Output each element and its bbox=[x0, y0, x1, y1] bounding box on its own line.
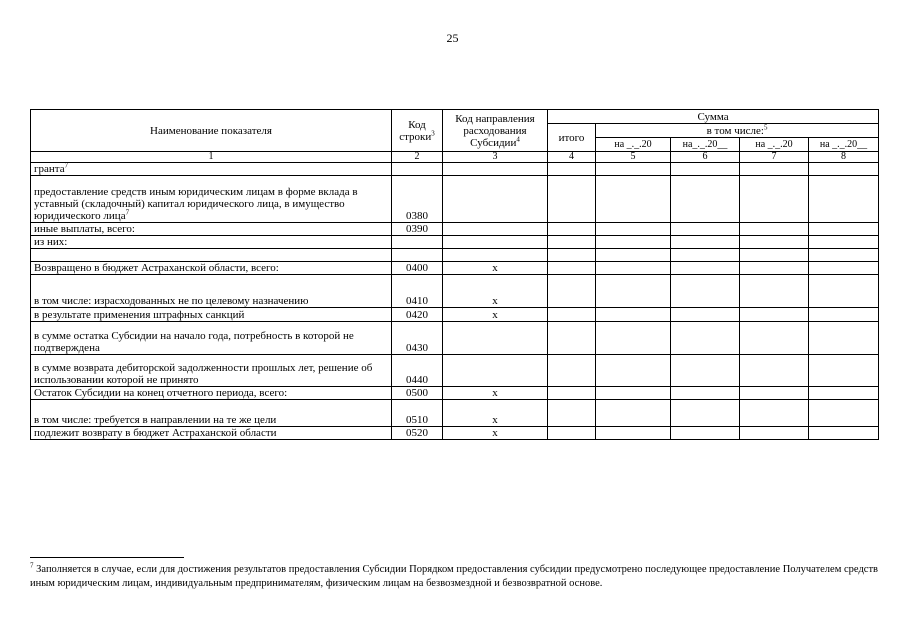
row-name: в сумме остатка Субсидии на начало года, потребность в которой не подтверждена bbox=[31, 322, 392, 355]
row-code: 0420 bbox=[392, 308, 443, 322]
row-direction-code bbox=[443, 322, 548, 355]
table-row bbox=[31, 262, 879, 275]
row-sum-cell bbox=[548, 387, 596, 400]
row-sum-cell bbox=[671, 355, 740, 387]
row-sum-cell bbox=[740, 176, 809, 223]
row-sum-cell bbox=[596, 427, 671, 440]
row-code: 0500 bbox=[392, 387, 443, 400]
table-row bbox=[31, 400, 879, 427]
row-code bbox=[392, 249, 443, 262]
row-sum-cell bbox=[740, 322, 809, 355]
col-header-period: на _._.20 bbox=[596, 138, 671, 152]
row-sum-cell bbox=[548, 249, 596, 262]
row-sum-cell bbox=[740, 249, 809, 262]
row-code: 0510 bbox=[392, 400, 443, 427]
row-sum-cell bbox=[740, 400, 809, 427]
col-header-name: Наименование показателя bbox=[31, 110, 392, 152]
row-direction-code: x bbox=[443, 262, 548, 275]
row-sum-cell bbox=[548, 163, 596, 176]
row-sum-cell bbox=[740, 427, 809, 440]
row-sum-cell bbox=[596, 163, 671, 176]
row-sum-cell bbox=[548, 427, 596, 440]
row-name: в сумме возврата дебиторской задолженности прошлых лет, решение об использовании которой не принято bbox=[31, 355, 392, 387]
row-name: Возвращено в бюджет Астраханской области, всего: bbox=[31, 262, 392, 275]
row-name: гранта$^7$ bbox=[31, 163, 392, 176]
row-sum-cell bbox=[671, 236, 740, 249]
row-name: из них: bbox=[31, 236, 392, 249]
row-direction-code: x bbox=[443, 308, 548, 322]
row-sum-cell bbox=[671, 163, 740, 176]
row-sum-cell bbox=[809, 400, 879, 427]
row-sum-cell bbox=[596, 322, 671, 355]
footnote-separator bbox=[30, 557, 184, 558]
row-sum-cell bbox=[548, 176, 596, 223]
row-sum-cell bbox=[809, 163, 879, 176]
row-sum-cell bbox=[809, 176, 879, 223]
row-sum-cell bbox=[548, 308, 596, 322]
row-sum-cell bbox=[671, 176, 740, 223]
row-sum-cell bbox=[809, 308, 879, 322]
row-sum-cell bbox=[809, 236, 879, 249]
row-sum-cell bbox=[740, 387, 809, 400]
row-sum-cell bbox=[809, 223, 879, 236]
row-direction-code bbox=[443, 355, 548, 387]
row-sum-cell bbox=[548, 322, 596, 355]
table-row bbox=[31, 176, 879, 223]
row-name: Остаток Субсидии на конец отчетного периода, всего: bbox=[31, 387, 392, 400]
col-header-period: на _._.20 bbox=[740, 138, 809, 152]
row-code bbox=[392, 163, 443, 176]
row-direction-code: x bbox=[443, 387, 548, 400]
row-sum-cell bbox=[740, 262, 809, 275]
table-row bbox=[31, 249, 879, 262]
col-number: 7 bbox=[740, 152, 809, 163]
row-direction-code bbox=[443, 163, 548, 176]
row-direction-code bbox=[443, 223, 548, 236]
page-number: 25 bbox=[446, 31, 459, 45]
row-sum-cell bbox=[671, 322, 740, 355]
row-code: 0400 bbox=[392, 262, 443, 275]
row-sum-cell bbox=[596, 176, 671, 223]
row-sum-cell bbox=[671, 308, 740, 322]
row-sum-cell bbox=[671, 387, 740, 400]
row-direction-code: x bbox=[443, 427, 548, 440]
row-sum-cell bbox=[740, 275, 809, 308]
row-sum-cell bbox=[671, 249, 740, 262]
row-code bbox=[392, 236, 443, 249]
col-header-including: в том числе:$^5$ bbox=[596, 124, 879, 138]
col-header-direction: Код направления расходования Субсидии$^4$ bbox=[443, 110, 548, 152]
row-sum-cell bbox=[671, 223, 740, 236]
row-direction-code bbox=[443, 176, 548, 223]
row-direction-code bbox=[443, 236, 548, 249]
row-sum-cell bbox=[809, 355, 879, 387]
col-number: 8 bbox=[809, 152, 879, 163]
row-sum-cell bbox=[671, 427, 740, 440]
col-header-total: итого bbox=[548, 124, 596, 152]
row-name bbox=[31, 249, 392, 262]
row-name: предоставление средств иным юридическим лицам в форме вклада в уставный (складочный) капитал юридического лица, в имущество юридического лица$^7$ bbox=[31, 176, 392, 223]
row-direction-code: x bbox=[443, 400, 548, 427]
row-sum-cell bbox=[548, 262, 596, 275]
row-sum-cell bbox=[671, 400, 740, 427]
row-sum-cell bbox=[596, 387, 671, 400]
row-code: 0440 bbox=[392, 355, 443, 387]
row-sum-cell bbox=[596, 236, 671, 249]
row-sum-cell bbox=[809, 387, 879, 400]
col-number: 6 bbox=[671, 152, 740, 163]
table-row bbox=[31, 275, 879, 308]
row-code: 0410 bbox=[392, 275, 443, 308]
footnote: $^7$ Заполняется в случае, если для достижения результатов предоставления Субсидии Порядком предоставления субсидии предусмотрено последующее предоставление Получателем средств иным юридическим лицам, индивидуальным предпринимателям, физическим лицам на безвозмездной и безвозвратной основе. bbox=[30, 561, 878, 589]
row-direction-code: x bbox=[443, 275, 548, 308]
row-sum-cell bbox=[596, 308, 671, 322]
row-sum-cell bbox=[596, 400, 671, 427]
row-name: в том числе: израсходованных не по целевому назначению bbox=[31, 275, 392, 308]
row-sum-cell bbox=[596, 262, 671, 275]
row-code: 0390 bbox=[392, 223, 443, 236]
row-sum-cell bbox=[548, 236, 596, 249]
table-row bbox=[31, 322, 879, 355]
table-row bbox=[31, 223, 879, 236]
table-row bbox=[31, 163, 879, 176]
row-sum-cell bbox=[596, 249, 671, 262]
row-sum-cell bbox=[548, 223, 596, 236]
row-sum-cell bbox=[548, 355, 596, 387]
row-name: иные выплаты, всего: bbox=[31, 223, 392, 236]
col-number: 2 bbox=[392, 152, 443, 163]
col-header-sum: Сумма bbox=[548, 110, 879, 124]
row-sum-cell bbox=[596, 223, 671, 236]
subsidy-report-table bbox=[30, 109, 879, 440]
row-direction-code bbox=[443, 249, 548, 262]
row-sum-cell bbox=[548, 400, 596, 427]
row-code: 0520 bbox=[392, 427, 443, 440]
row-sum-cell bbox=[671, 262, 740, 275]
row-name: в том числе: требуется в направлении на те же цели bbox=[31, 400, 392, 427]
row-sum-cell bbox=[809, 249, 879, 262]
row-name: подлежит возврату в бюджет Астраханской области bbox=[31, 427, 392, 440]
row-name: в результате применения штрафных санкций bbox=[31, 308, 392, 322]
col-header-period: на _._.20__ bbox=[809, 138, 879, 152]
row-sum-cell bbox=[740, 223, 809, 236]
col-number: 1 bbox=[31, 152, 392, 163]
row-code: 0430 bbox=[392, 322, 443, 355]
table-row bbox=[31, 427, 879, 440]
row-sum-cell bbox=[671, 275, 740, 308]
row-sum-cell bbox=[740, 163, 809, 176]
col-number: 4 bbox=[548, 152, 596, 163]
col-number: 3 bbox=[443, 152, 548, 163]
col-header-code: Код строки$^3$ bbox=[392, 110, 443, 152]
row-sum-cell bbox=[740, 236, 809, 249]
col-number: 5 bbox=[596, 152, 671, 163]
table-row bbox=[31, 236, 879, 249]
row-sum-cell bbox=[596, 275, 671, 308]
row-code: 0380 bbox=[392, 176, 443, 223]
table-row bbox=[31, 387, 879, 400]
row-sum-cell bbox=[548, 275, 596, 308]
row-sum-cell bbox=[809, 275, 879, 308]
row-sum-cell bbox=[740, 308, 809, 322]
row-sum-cell bbox=[809, 262, 879, 275]
row-sum-cell bbox=[809, 427, 879, 440]
table-row bbox=[31, 355, 879, 387]
table-row bbox=[31, 308, 879, 322]
col-header-period: на_._.20__ bbox=[671, 138, 740, 152]
row-sum-cell bbox=[809, 322, 879, 355]
row-sum-cell bbox=[740, 355, 809, 387]
row-sum-cell bbox=[596, 355, 671, 387]
